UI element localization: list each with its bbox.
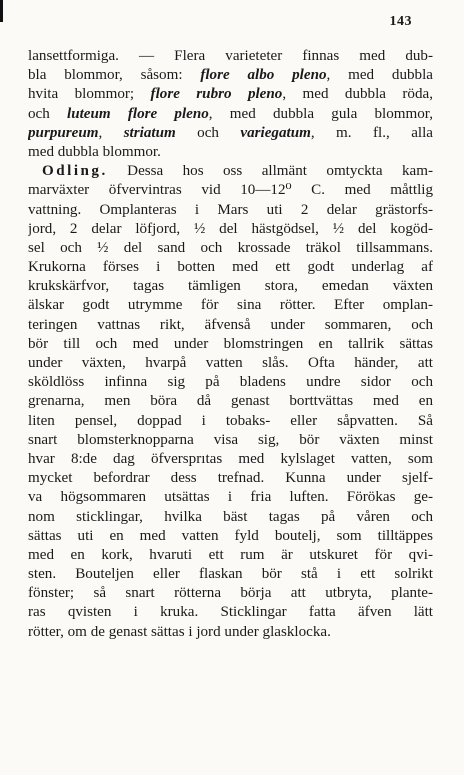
section-heading: Odling. (42, 163, 108, 180)
text-line (28, 162, 433, 181)
text-segment: hvita blommor; (28, 86, 151, 103)
text-line: under växten, hvarpå vatten slås. Ofta händer, att (28, 355, 433, 371)
text-line (28, 124, 433, 143)
text-line: ras qvisten i kruka. Sticklingar fatta äfven lätt (28, 604, 433, 621)
page-number: 143 (389, 14, 412, 29)
text-segment: och (175, 124, 241, 141)
text-line (28, 143, 433, 162)
latin-variety-name: variegatum (240, 124, 311, 141)
text-line: nom sticklingar, hvilka bäst tagas på våren och (28, 508, 433, 525)
latin-variety-name: striatum (123, 124, 176, 141)
text-line: vattning. Omplanteras i Mars uti 2 delar grästorfs- (28, 201, 433, 218)
text-line: hvar 8:de dag öfversprıtas med kylslaget vatten, som (28, 450, 433, 467)
latin-variety-name: flore rubro pleno (150, 86, 283, 103)
text-line: krukskärfvor, tagas tämligen stora, emedan växten (28, 278, 433, 295)
text-line: älskar godt utrymme för sina rötter. Efter omplan- (28, 297, 433, 314)
text-line: mycket befordrar dess trefnad. Kunna under sjelf- (28, 470, 433, 487)
text-line (28, 85, 433, 104)
text-line (28, 66, 433, 85)
text-line: rötter, om de genast sättas i jord under glasklocka. (28, 623, 331, 640)
text-line: Krukorna förses i botten med ett godt underlag af (28, 259, 433, 276)
text-line: marväxter öfvervintras vid 10—12⁰ C. med måttlig (28, 182, 433, 199)
paragraph-varieties (28, 47, 433, 162)
heading-continuation: Dessa hos oss allmänt omtyckta kam- (107, 163, 433, 180)
text-line (28, 105, 433, 124)
text-line: fönster; så snart rötterna börja att utbryta, plante- (28, 585, 433, 602)
text-line: snart blomsterknopparna visa sig, bör växten minst (28, 431, 433, 448)
text-segment: och (28, 105, 68, 122)
text-line: sel och ½ del sand och krossade träkol tillsammans. (28, 239, 433, 256)
text-segment: , med dubbla gula blommor, (208, 105, 433, 122)
text-line: sköldlöss infinna sig på bladens undre sidor och (28, 374, 433, 391)
body-text (28, 47, 433, 642)
text-line: teringen vattnas rikt, äfvenså under sommaren, och (28, 316, 433, 333)
text-segment: lansettformiga. — Flera varieteter finnas med dub- (28, 48, 433, 64)
text-line: bör till och med under blomstringen en tallrik sättas (28, 335, 433, 352)
text-segment: , med dubbla (326, 67, 433, 84)
paragraph-cultivation (28, 162, 433, 642)
text-line: sten. Bouteljen eller flaskan bör stå i ett solrikt (28, 566, 433, 583)
latin-variety-name: luteum flore pleno (67, 105, 209, 122)
text-line: jord, 2 delar löfjord, ½ del hästgödsel, ½ del kogöd- (28, 220, 433, 237)
text-line: liten pensel, doppad i tobaks- eller såpvatten. Så (28, 412, 433, 429)
text-segment: , m. fl., alla (310, 124, 433, 141)
text-line: grenarna, men böra då genast borttvättas med en (28, 393, 433, 410)
text-segment: med dubbla blommor. (28, 143, 161, 160)
text-line: sättas uti en med vatten fyld boutelj, som tilltäppes (28, 527, 433, 544)
text-line: va högsommaren utsättas i fria luften. Förökas ge- (28, 489, 433, 506)
text-line: med en kork, hvaruti ett rum är utskuret för qvi- (28, 546, 433, 563)
text-segment: , (98, 124, 124, 141)
text-segment: bla blommor, såsom: (28, 67, 201, 84)
text-line (28, 47, 433, 66)
page-edge-mark (0, 0, 3, 22)
latin-variety-name: flore albo pleno (200, 67, 327, 84)
latin-variety-name: purpureum (28, 124, 99, 141)
text-segment: , med dubbla röda, (282, 86, 433, 103)
